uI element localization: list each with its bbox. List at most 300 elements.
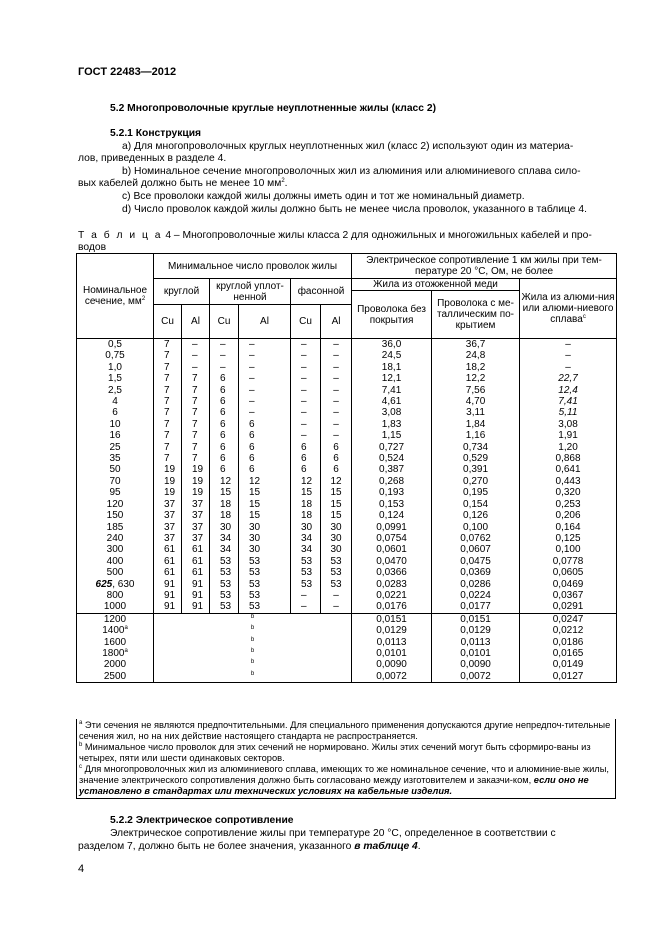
- table-row: [77, 430, 617, 441]
- cell-al-round: 7: [182, 385, 210, 396]
- cell-alloy: 5,11: [520, 407, 617, 418]
- cell-cu-round: 7: [154, 419, 182, 430]
- cell-alloy: 0,0367: [520, 590, 617, 601]
- cell-bare: 0,193: [352, 487, 432, 498]
- cell-nominal: 1000: [77, 601, 154, 613]
- wire-table: [76, 253, 617, 683]
- cell-al-round: 91: [182, 579, 210, 590]
- cell-al-shaped: 53: [321, 579, 352, 590]
- cell-al-round: 37: [182, 533, 210, 544]
- cell-al-shaped: 15: [321, 499, 352, 510]
- cell-bare: 7,41: [352, 385, 432, 396]
- cell-bare: 0,0470: [352, 556, 432, 567]
- cell-al-shaped: 6: [321, 464, 352, 475]
- cell-nominal: 120: [77, 499, 154, 510]
- cell-alloy: 7,41: [520, 396, 617, 407]
- cell-al-compact: –: [239, 362, 291, 373]
- cell-cu-compact: 53: [210, 556, 239, 567]
- table-caption: Т а б л и ц а 4 – Многопроволочные жилы класса 2 для одножильных и многожильных кабелей и про- водов: [78, 230, 592, 253]
- cell-coated: 7,56: [432, 385, 520, 396]
- cell-cu-shaped: –: [291, 396, 321, 407]
- cell-coated: 1,84: [432, 419, 520, 430]
- cell-cu-round: 7: [154, 442, 182, 453]
- header-nominal: Номинальное сечение, $мм^2$: [77, 254, 154, 339]
- cell-alloy: 0,164: [520, 522, 617, 533]
- header-cu-compact: Cu: [210, 305, 239, 339]
- cell-al-shaped: –: [321, 396, 352, 407]
- cell-cu-round: 19: [154, 464, 182, 475]
- cell-alloy: –: [520, 362, 617, 373]
- cell-cu-compact: 6: [210, 385, 239, 396]
- cell-al-round: 19: [182, 476, 210, 487]
- cell-al-compact: 53: [239, 590, 291, 601]
- cell-al-compact: 15: [239, 510, 291, 521]
- cell-nominal: 10: [77, 419, 154, 430]
- footnote-b-mark: b: [250, 670, 255, 677]
- cell-al-round: 7: [182, 430, 210, 441]
- cell-al-round: 7: [182, 396, 210, 407]
- cell-al-shaped: 6: [321, 453, 352, 464]
- cell-cu-round: 19: [154, 476, 182, 487]
- table-footnotes: [76, 719, 616, 799]
- footnote-b: $^b$ Минимальное число проволок для этих сечений не нормировано. Жилы этих сечений могут быть сформиро-ваны из четырех, пяти или шести одинаковых секторов.: [79, 742, 591, 763]
- cell-nominal: 400: [77, 556, 154, 567]
- cell-coated: 0,0475: [432, 556, 520, 567]
- cell-al-compact: 12: [239, 476, 291, 487]
- table-row: [77, 453, 617, 464]
- cell-bare: 0,0601: [352, 544, 432, 555]
- header-al-round: Al: [182, 305, 210, 339]
- cell-cu-compact: 34: [210, 533, 239, 544]
- table-row: [77, 567, 617, 578]
- cell-cu-round: 7: [154, 350, 182, 361]
- cell-cu-round: 61: [154, 567, 182, 578]
- table-row: [77, 407, 617, 418]
- cell-alloy: 0,0212: [520, 625, 617, 636]
- cell-al-shaped: –: [321, 385, 352, 396]
- table-row: [77, 601, 617, 613]
- cell-alloy: 0,0165: [520, 648, 617, 659]
- cell-al-round: 19: [182, 487, 210, 498]
- cell-nominal: 1,5: [77, 373, 154, 384]
- cell-alloy: 0,0469: [520, 579, 617, 590]
- cell-coated: 0,529: [432, 453, 520, 464]
- header-resistance: Электрическое сопротивление 1 км жилы при тем-пературе 20 °С, Ом, не более: [352, 254, 617, 279]
- cell-coated: 0,270: [432, 476, 520, 487]
- cell-bare: 0,387: [352, 464, 432, 475]
- cell-coated: 0,195: [432, 487, 520, 498]
- cell-bare: 3,08: [352, 407, 432, 418]
- cell-cu-shaped: –: [291, 419, 321, 430]
- paragraph-d: d) Число проволок каждой жилы должно быть не менее числа проволок, указанного в таблице 4.: [122, 204, 587, 215]
- cell-cu-shaped: 18: [291, 510, 321, 521]
- cell-nominal: [77, 613, 154, 625]
- cell-cu-compact: 53: [210, 601, 239, 613]
- table-row: [77, 339, 617, 351]
- cell-al-shaped: –: [321, 339, 352, 351]
- cell-al-compact: 6: [239, 453, 291, 464]
- cell-al-round: 61: [182, 556, 210, 567]
- cell-cu-compact: 30: [210, 522, 239, 533]
- cell-coated: 0,0286: [432, 579, 520, 590]
- cell-cu-round: 7: [154, 373, 182, 384]
- cell-nominal: [77, 625, 154, 636]
- cell-coated: 0,0072: [432, 671, 520, 683]
- cell-alloy: 0,0149: [520, 659, 617, 670]
- cell-alloy: 0,0778: [520, 556, 617, 567]
- table-row: [77, 671, 617, 683]
- cell-alloy: 12,4: [520, 385, 617, 396]
- cell-coated: 0,0224: [432, 590, 520, 601]
- cell-al-round: 37: [182, 499, 210, 510]
- cell-cu-shaped: 15: [291, 487, 321, 498]
- cell-al-shaped: 12: [321, 476, 352, 487]
- table-row: [77, 476, 617, 487]
- cell-nominal: 35: [77, 453, 154, 464]
- table-row: [77, 396, 617, 407]
- cell-al-round: 7: [182, 373, 210, 384]
- cell-bare: 4,61: [352, 396, 432, 407]
- cell-nominal: 1,0: [77, 362, 154, 373]
- cell-cu-round: 7: [154, 453, 182, 464]
- cell-al-shaped: –: [321, 350, 352, 361]
- table-row: [77, 442, 617, 453]
- cell-al-shaped: 30: [321, 533, 352, 544]
- table-row: [77, 522, 617, 533]
- cell-al-round: –: [182, 362, 210, 373]
- cell-cu-shaped: 34: [291, 544, 321, 555]
- cell-cu-compact: 12: [210, 476, 239, 487]
- cell-bare: 0,0072: [352, 671, 432, 683]
- cell-bare: 1,83: [352, 419, 432, 430]
- cell-nominal: 800: [77, 590, 154, 601]
- cell-al-round: 91: [182, 590, 210, 601]
- cell-coated: 36,7: [432, 339, 520, 351]
- cell-nominal: 50: [77, 464, 154, 475]
- nominal-value: 2500: [103, 670, 127, 682]
- cell-al-compact: 15: [239, 499, 291, 510]
- cell-cu-round: 37: [154, 499, 182, 510]
- cell-nominal: 70: [77, 476, 154, 487]
- cell-cu-shaped: 6: [291, 453, 321, 464]
- cell-cu-compact: –: [210, 339, 239, 351]
- cell-coated: 3,11: [432, 407, 520, 418]
- cell-coated: 0,0151: [432, 613, 520, 625]
- cell-bare: 0,0101: [352, 648, 432, 659]
- nominal-630: , 630: [112, 578, 135, 590]
- cell-al-compact: –: [239, 350, 291, 361]
- cell-cu-round: 19: [154, 487, 182, 498]
- cell-cu-round: 91: [154, 579, 182, 590]
- cell-al-compact: –: [239, 385, 291, 396]
- nominal-footnote-mark: a: [124, 647, 128, 654]
- cell-cu-shaped: 34: [291, 533, 321, 544]
- cell-al-shaped: –: [321, 373, 352, 384]
- cell-al-round: 7: [182, 407, 210, 418]
- cell-alloy: 0,868: [520, 453, 617, 464]
- cell-cu-round: 37: [154, 533, 182, 544]
- cell-al-shaped: 53: [321, 567, 352, 578]
- cell-bare: 36,0: [352, 339, 432, 351]
- cell-bare: 18,1: [352, 362, 432, 373]
- cell-cu-round: 91: [154, 590, 182, 601]
- cell-bare: 0,0366: [352, 567, 432, 578]
- section2-line2: разделом 7, должно быть не более значения, указанного в таблице 4.: [78, 841, 421, 852]
- cell-al-shaped: –: [321, 430, 352, 441]
- cell-nominal: 300: [77, 544, 154, 555]
- table-row: [77, 464, 617, 475]
- cell-al-compact: 30: [239, 522, 291, 533]
- cell-coated: 0,126: [432, 510, 520, 521]
- cell-cu-shaped: 53: [291, 567, 321, 578]
- cell-cu-compact: 6: [210, 419, 239, 430]
- cell-cu-compact: –: [210, 362, 239, 373]
- cell-al-compact: 53: [239, 567, 291, 578]
- cell-alloy: 22,7: [520, 373, 617, 384]
- cell-alloy: 0,125: [520, 533, 617, 544]
- cell-nominal: 240: [77, 533, 154, 544]
- footnote-a: $^a$ Эти сечения не являются предпочтительными. Для специального применения допускаются другие непредпоч-тительные сечения жил, но на них действие настоящего стандарта не распространяется.: [79, 720, 611, 741]
- page-number: 4: [78, 863, 85, 875]
- cell-cu-round: 61: [154, 556, 182, 567]
- nominal-value: 1200: [103, 613, 127, 625]
- cell-cu-compact: 53: [210, 567, 239, 578]
- cell-nominal: 4: [77, 396, 154, 407]
- table-row: [77, 625, 617, 636]
- cell-al-shaped: 6: [321, 442, 352, 453]
- cell-al-compact: 15: [239, 487, 291, 498]
- cell-cu-shaped: 30: [291, 522, 321, 533]
- cell-al-compact: 6: [239, 464, 291, 475]
- cell-coated: 0,0177: [432, 601, 520, 613]
- cell-al-shaped: –: [321, 407, 352, 418]
- cell-bare: 24,5: [352, 350, 432, 361]
- cell-coated: 0,0762: [432, 533, 520, 544]
- cell-cu-compact: 18: [210, 499, 239, 510]
- cell-al-compact: –: [239, 373, 291, 384]
- cell-wire-count-unspecified: [154, 671, 352, 683]
- table-row: [77, 659, 617, 670]
- cell-al-round: 7: [182, 442, 210, 453]
- cell-wire-count-unspecified: [154, 625, 352, 636]
- header-min-wires: Минимальное число проволок жилы: [154, 254, 352, 279]
- footnote-b-mark: b: [250, 647, 255, 654]
- table-row: [77, 362, 617, 373]
- cell-cu-compact: –: [210, 350, 239, 361]
- cell-al-shaped: 15: [321, 487, 352, 498]
- cell-alloy: 0,100: [520, 544, 617, 555]
- cell-nominal: [77, 671, 154, 683]
- nominal-value: 1800: [102, 647, 125, 659]
- cell-cu-shaped: 12: [291, 476, 321, 487]
- cell-cu-shaped: 53: [291, 556, 321, 567]
- cell-al-round: 7: [182, 419, 210, 430]
- table-row: [77, 373, 617, 384]
- table-row: [77, 648, 617, 659]
- cell-cu-shaped: 53: [291, 579, 321, 590]
- cell-alloy: –: [520, 350, 617, 361]
- nominal-value: 2000: [103, 659, 127, 671]
- cell-alloy: 1,20: [520, 442, 617, 453]
- header-round: круглой: [154, 279, 210, 305]
- paragraph-b-line1: b) Номинальное сечение многопроволочных жил из алюминия или алюминиевого сплава сило-: [122, 166, 581, 177]
- cell-al-compact: 53: [239, 579, 291, 590]
- table-row: [77, 499, 617, 510]
- cell-al-compact: 30: [239, 544, 291, 555]
- section2-line1: Электрическое сопротивление жилы при температуре 20 °С, определенное в соответствии с: [110, 828, 556, 839]
- cell-nominal: [77, 659, 154, 670]
- cell-al-round: 61: [182, 544, 210, 555]
- cell-al-round: 7: [182, 453, 210, 464]
- cell-cu-round: 7: [154, 407, 182, 418]
- cell-cu-shaped: –: [291, 385, 321, 396]
- cell-cu-shaped: 6: [291, 464, 321, 475]
- cell-cu-round: 7: [154, 430, 182, 441]
- header-shaped: фасонной: [291, 279, 352, 305]
- cell-bare: 0,0991: [352, 522, 432, 533]
- cell-coated: 18,2: [432, 362, 520, 373]
- table-row: [77, 510, 617, 521]
- header-alloy: Жила из алюми-ния или алюми-ниевого сплава$^c$: [520, 279, 617, 339]
- cell-cu-shaped: –: [291, 339, 321, 351]
- cell-cu-shaped: –: [291, 601, 321, 613]
- paragraph-b-line2: вых кабелей должно быть не менее 10 $мм^2$.: [78, 178, 288, 189]
- cell-al-round: 61: [182, 567, 210, 578]
- paragraph-a-line1: а) Для многопроволочных круглых неуплотненных жил (класс 2) используют один из материа-: [122, 141, 574, 152]
- cell-al-round: –: [182, 350, 210, 361]
- cell-al-shaped: –: [321, 362, 352, 373]
- cell-bare: 0,0176: [352, 601, 432, 613]
- cell-cu-round: 91: [154, 601, 182, 613]
- header-cu-shaped: Cu: [291, 305, 321, 339]
- cell-cu-round: 61: [154, 544, 182, 555]
- cell-nominal: [77, 648, 154, 659]
- table-row: [77, 590, 617, 601]
- cell-al-shaped: 30: [321, 544, 352, 555]
- table-row: [77, 579, 617, 590]
- cell-al-round: 37: [182, 510, 210, 521]
- cell-al-round: 19: [182, 464, 210, 475]
- cell-coated: 0,391: [432, 464, 520, 475]
- cell-nominal: 0,5: [77, 339, 154, 351]
- cell-bare: 12,1: [352, 373, 432, 384]
- cell-alloy: –: [520, 339, 617, 351]
- footnote-b-mark: b: [250, 636, 255, 643]
- cell-cu-compact: 6: [210, 442, 239, 453]
- cell-al-shaped: –: [321, 601, 352, 613]
- table-row: [77, 533, 617, 544]
- footnote-b-mark: b: [250, 659, 255, 666]
- section2-title: 5.2.2 Электрическое сопротивление: [110, 815, 294, 826]
- cell-nominal: 25: [77, 442, 154, 453]
- cell-nominal: 16: [77, 430, 154, 441]
- cell-al-compact: 6: [239, 442, 291, 453]
- cell-cu-compact: 53: [210, 590, 239, 601]
- cell-cu-shaped: –: [291, 373, 321, 384]
- paragraph-c: с) Все проволоки каждой жилы должны иметь один и тот же номинальный диаметр.: [122, 191, 525, 202]
- document-header: ГОСТ 22483—2012: [78, 66, 177, 78]
- cell-al-compact: 6: [239, 430, 291, 441]
- header-al-shaped: Al: [321, 305, 352, 339]
- cell-al-shaped: 30: [321, 522, 352, 533]
- cell-nominal: 95: [77, 487, 154, 498]
- cell-alloy: 0,0127: [520, 671, 617, 683]
- table-row: [77, 385, 617, 396]
- cell-coated: 4,70: [432, 396, 520, 407]
- cell-coated: 0,0101: [432, 648, 520, 659]
- cell-cu-compact: 6: [210, 373, 239, 384]
- cell-bare: 0,0283: [352, 579, 432, 590]
- cell-al-compact: –: [239, 407, 291, 418]
- cell-bare: 0,524: [352, 453, 432, 464]
- cell-cu-compact: 6: [210, 396, 239, 407]
- cell-bare: 0,268: [352, 476, 432, 487]
- cell-nominal: [77, 579, 154, 590]
- table-row: [77, 544, 617, 555]
- cell-nominal: 0,75: [77, 350, 154, 361]
- cell-alloy: 0,253: [520, 499, 617, 510]
- cell-bare: 0,0754: [352, 533, 432, 544]
- cell-cu-shaped: 18: [291, 499, 321, 510]
- cell-coated: 0,0129: [432, 625, 520, 636]
- cell-cu-round: 7: [154, 396, 182, 407]
- cell-al-shaped: –: [321, 419, 352, 430]
- cell-alloy: 1,91: [520, 430, 617, 441]
- cell-nominal: 6: [77, 407, 154, 418]
- cell-cu-shaped: –: [291, 350, 321, 361]
- cell-al-round: –: [182, 339, 210, 351]
- cell-alloy: 0,0186: [520, 637, 617, 648]
- cell-cu-round: 37: [154, 510, 182, 521]
- cell-al-compact: –: [239, 339, 291, 351]
- cell-al-compact: 53: [239, 556, 291, 567]
- cell-bare: 0,0221: [352, 590, 432, 601]
- cell-nominal: 500: [77, 567, 154, 578]
- cell-cu-compact: 15: [210, 487, 239, 498]
- header-cu-round: Cu: [154, 305, 182, 339]
- cell-al-compact: –: [239, 396, 291, 407]
- cell-alloy: 0,320: [520, 487, 617, 498]
- cell-coated: 24,8: [432, 350, 520, 361]
- table-row: [77, 556, 617, 567]
- cell-al-round: 91: [182, 601, 210, 613]
- cell-wire-count-unspecified: [154, 637, 352, 648]
- cell-al-shaped: 15: [321, 510, 352, 521]
- cell-wire-count-unspecified: [154, 648, 352, 659]
- cell-cu-shaped: –: [291, 430, 321, 441]
- section-title: 5.2 Многопроволочные круглые неуплотненные жилы (класс 2): [110, 103, 437, 114]
- nominal-value: 1600: [103, 636, 127, 648]
- cell-alloy: 0,0605: [520, 567, 617, 578]
- nominal-625-emph: 625: [95, 578, 113, 590]
- cell-bare: 0,727: [352, 442, 432, 453]
- cell-alloy: 0,0291: [520, 601, 617, 613]
- cell-cu-shaped: –: [291, 407, 321, 418]
- cell-coated: 1,16: [432, 430, 520, 441]
- cell-cu-shaped: 6: [291, 442, 321, 453]
- cell-alloy: 0,641: [520, 464, 617, 475]
- subsection-title: 5.2.1 Конструкция: [110, 128, 202, 139]
- table-row: [77, 487, 617, 498]
- cell-alloy: 3,08: [520, 419, 617, 430]
- cell-coated: 0,100: [432, 522, 520, 533]
- cell-bare: 0,124: [352, 510, 432, 521]
- cell-alloy: 0,206: [520, 510, 617, 521]
- cell-bare: 0,0090: [352, 659, 432, 670]
- cell-bare: 0,153: [352, 499, 432, 510]
- header-bare-wire: Проволока без покрытия: [352, 291, 432, 339]
- header-al-compact: Al: [239, 305, 291, 339]
